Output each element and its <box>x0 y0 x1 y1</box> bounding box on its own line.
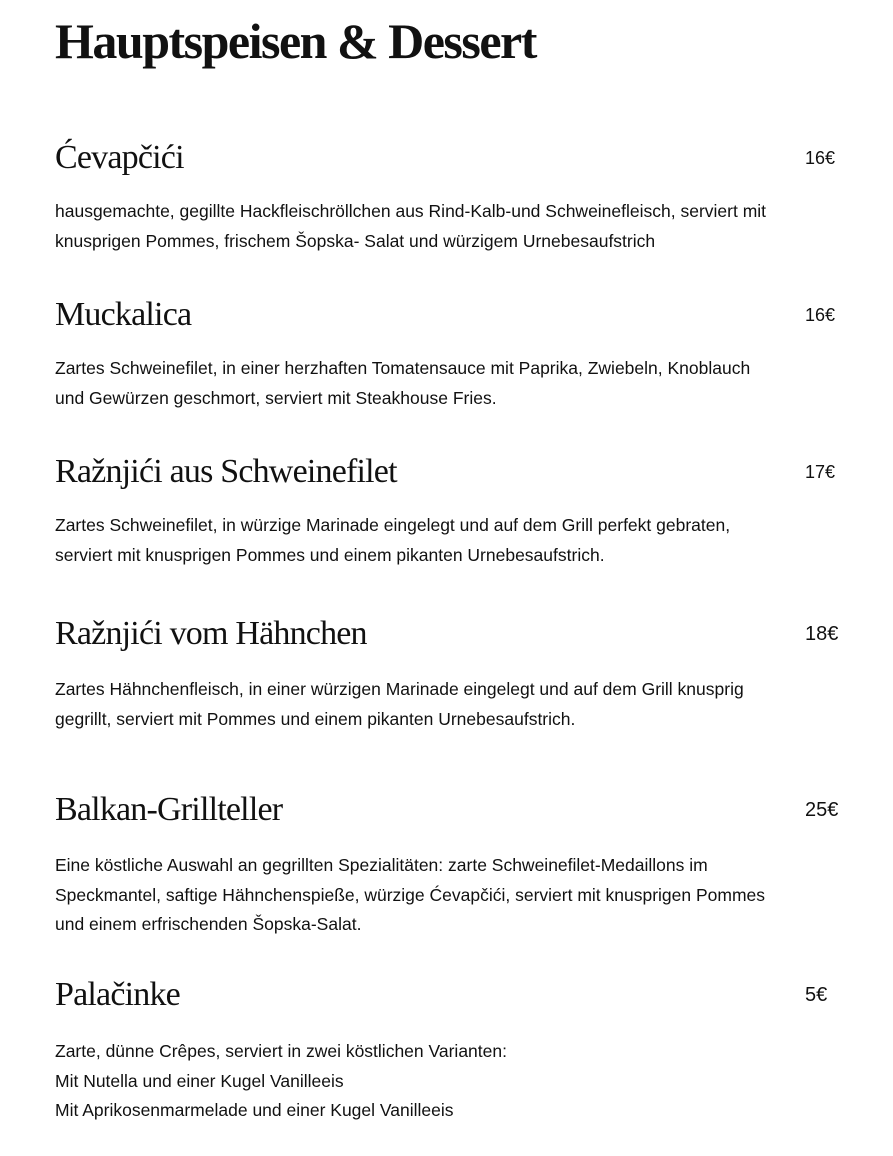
dish-description <box>55 197 766 256</box>
description-line: Zartes Hähnchenfleisch, in einer würzigen Marinade eingelegt und auf dem Grill knusprig <box>55 679 744 699</box>
dish-name: Ćevapčići <box>55 139 184 176</box>
dish-price: 5€ <box>805 984 828 1006</box>
description-line: und einem erfrischenden Šopska-Salat. <box>55 914 362 934</box>
dish-name: Balkan-Grillteller <box>55 791 283 828</box>
dish-name: Muckalica <box>55 296 192 333</box>
description-line: Speckmantel, saftige Hähnchenspieße, würzige Ćevapčići, serviert mit knusprigen Pommes <box>55 884 766 905</box>
description-line: gegrillt, serviert mit Pommes und einem pikanten Urnebesaufstrich. <box>55 708 576 729</box>
dish-price: 16€ <box>805 148 836 168</box>
description-line: Mit Aprikosenmarmelade und einer Kugel Vanilleeis <box>55 1100 454 1120</box>
description-line: Mit Nutella und einer Kugel Vanilleeis <box>55 1070 344 1091</box>
description-line: serviert mit knusprigen Pommes und einem pikanten Urnebesaufstrich. <box>55 544 605 565</box>
description-line: Zartes Schweinefilet, in würzige Marinade eingelegt und auf dem Grill perfekt gebraten, <box>55 515 731 535</box>
description-line: hausgemachte, gegillte Hackfleischröllchen aus Rind-Kalb-und Schweinefleisch, serviert mit <box>55 201 767 221</box>
description-line: Eine köstliche Auswahl an gegrillten Spezialitäten: zarte Schweinefilet-Medaillons im <box>55 855 708 875</box>
description-line: und Gewürzen geschmort, serviert mit Steakhouse Fries. <box>55 387 497 408</box>
dish-name: Ražnjići aus Schweinefilet <box>55 453 397 490</box>
description-line: knusprigen Pommes, frischem Šopska- Salat und würzigem Urnebesaufstrich <box>55 230 656 251</box>
description-line: Zarte, dünne Crêpes, serviert in zwei köstlichen Varianten: <box>55 1041 507 1061</box>
dish-price: 17€ <box>805 462 836 482</box>
dish-price: 18€ <box>805 623 839 645</box>
dish-description <box>55 1037 507 1126</box>
dish-name: Ražnjići vom Hähnchen <box>55 615 367 652</box>
dish-description <box>55 675 744 734</box>
page-title: Hauptspeisen & Dessert <box>55 13 536 69</box>
dish-description <box>55 354 750 413</box>
dish-description <box>55 851 765 940</box>
description-line: Zartes Schweinefilet, in einer herzhaften Tomatensauce mit Paprika, Zwiebeln, Knoblauch <box>55 358 751 378</box>
dish-description <box>55 511 730 570</box>
dish-price: 25€ <box>805 799 839 821</box>
dish-price: 16€ <box>805 305 836 325</box>
dish-name: Palačinke <box>55 976 180 1013</box>
